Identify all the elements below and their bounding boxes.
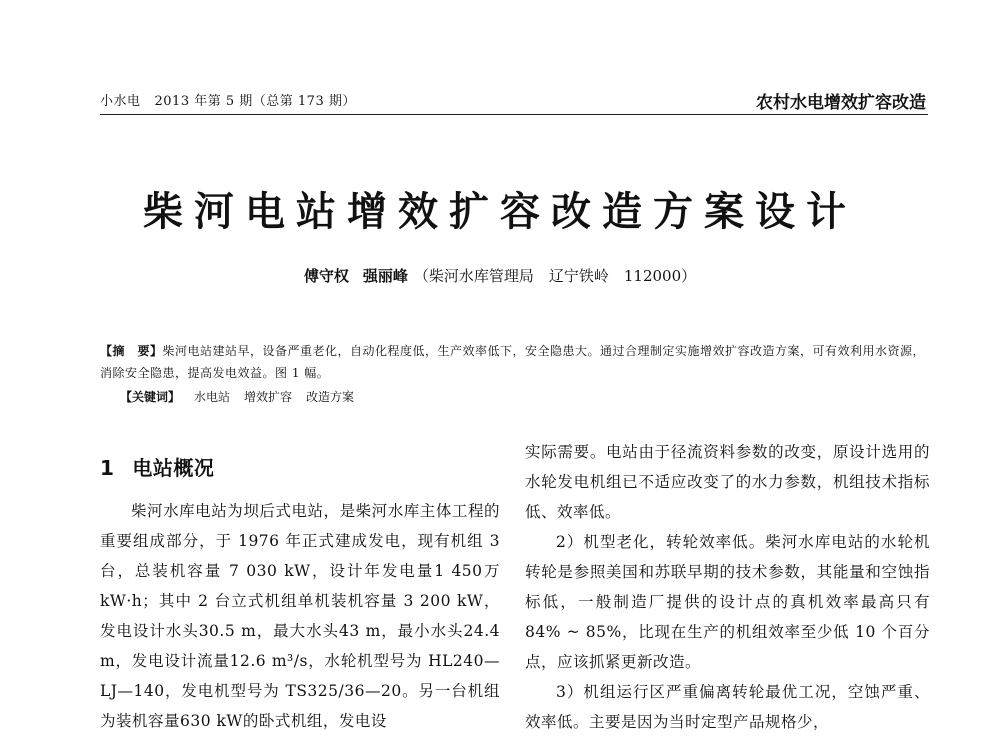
journal-name: 小水电 xyxy=(100,94,141,109)
keywords xyxy=(120,386,920,408)
section-title: 电站概况 xyxy=(132,456,215,480)
paper-title: 柴河电站增效扩容改造方案设计 xyxy=(143,189,857,235)
keyword: 改造方案 xyxy=(306,390,355,404)
right-column xyxy=(525,437,930,737)
author-name: 傅守权 xyxy=(303,267,349,285)
body-paragraph: 2）机型老化，转轮效率低。柴河水库电站的水轮机转轮是参照美国和苏联早期的技术参数，其能量和空蚀指标低，一般制造厂提供的设计点的真机效率最高只有 84% ~ 85%，比现在生产的机组效率至少低 10 个百分点，应该抓紧更新改造。 xyxy=(525,533,930,671)
keywords-label: 【关键词】 xyxy=(120,390,181,404)
keyword: 增效扩容 xyxy=(244,390,293,404)
abstract-text: 柴河电站建站早，设备严重老化，自动化程度低，生产效率低下，安全隐患大。通过合理制定实施增效扩容改造方案，可有效利用水资源，消除安全隐患，提高发电效益。图 1 幅。 xyxy=(100,344,926,380)
left-column xyxy=(100,448,500,736)
author-name: 强丽峰 xyxy=(362,267,408,285)
abstract xyxy=(100,340,928,384)
keyword: 水电站 xyxy=(194,390,231,404)
body-paragraph: 实际需要。电站由于径流资料参数的改变，原设计选用的水轮发电机组已不适应改变了的水力参数，机组技术指标低、效率低。 xyxy=(525,443,930,521)
section-number: 1 xyxy=(100,456,115,480)
author-line xyxy=(0,265,1000,286)
abstract-label: 【摘 要】 xyxy=(100,344,163,358)
affiliation: （柴河水库管理局 辽宁铁岭 112000） xyxy=(413,267,697,285)
journal-issue: 2013 年第 5 期（总第 173 期） xyxy=(154,94,356,109)
journal-info xyxy=(100,90,356,109)
section-tag: 农村水电增效扩容改造 xyxy=(756,93,926,113)
section-heading xyxy=(100,448,500,488)
body-paragraph: 柴河水库电站为坝后式电站，是柴河水库主体工程的重要组成部分，于 1976 年正式建成发电，现有机组 3 台，总装机容量 7 030 kW，设计年发电量1 450万 kW·h；其中 2 台立式机组单机装机容量 3 200 kW，发电设计水头30.5 m，最大水头43 m，最小水头24.4 m，发电设计流量12.6 m³/s，水轮机型号为 HL240—LJ—140，发电机型号为 TS325/36—20。另一台机组为装机容量630 kW的卧式机组，发电设 xyxy=(100,502,500,730)
running-header xyxy=(100,90,928,115)
body-paragraph: 3）机组运行区严重偏离转轮最优工况，空蚀严重、效率低。主要是因为当时定型产品规格少， xyxy=(525,683,930,731)
